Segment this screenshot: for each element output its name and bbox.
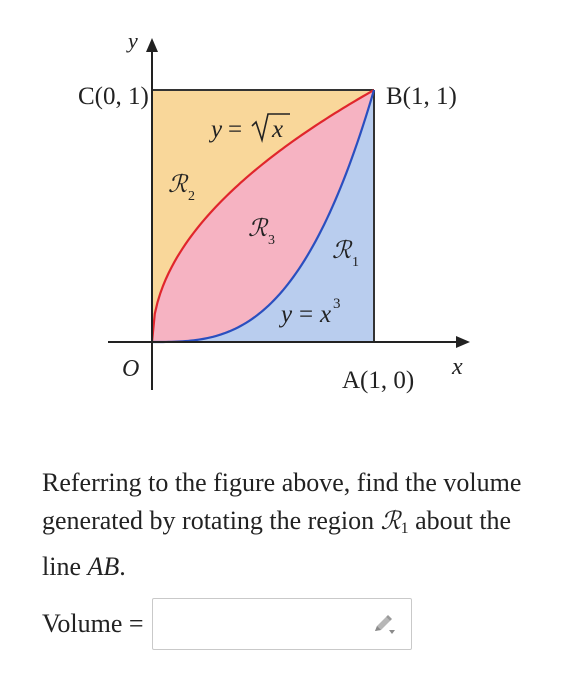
region-r2-sub: 2 bbox=[188, 189, 195, 204]
region-subscript: 1 bbox=[400, 520, 409, 537]
point-c-label: C(0, 1) bbox=[78, 83, 149, 110]
region-r1-sub: 1 bbox=[352, 255, 359, 270]
line-name: AB bbox=[87, 552, 120, 581]
x-axis-label: x bbox=[452, 354, 463, 380]
origin-label: O bbox=[122, 356, 140, 382]
y-axis-label: y bbox=[128, 28, 138, 53]
region-r1-symbol: ℛ bbox=[332, 238, 352, 264]
cube-label-exp: 3 bbox=[333, 296, 341, 312]
cube-label-eq: = bbox=[299, 301, 314, 328]
question-text bbox=[42, 464, 542, 586]
cube-label-x: x bbox=[320, 301, 332, 328]
question-part2: about the line bbox=[42, 506, 512, 581]
question-part3: . bbox=[119, 552, 126, 581]
region-r2-symbol: ℛ bbox=[168, 172, 188, 198]
region-symbol: ℛ bbox=[380, 506, 401, 535]
region-r3-symbol: ℛ bbox=[248, 216, 268, 242]
volume-input[interactable] bbox=[153, 599, 373, 649]
point-b-label: B(1, 1) bbox=[386, 83, 457, 110]
volume-label: Volume = bbox=[42, 609, 144, 638]
cube-label-y: y bbox=[281, 301, 293, 328]
pencil-icon[interactable] bbox=[371, 614, 397, 636]
region-r3-sub: 3 bbox=[268, 233, 275, 248]
x-axis-arrow bbox=[456, 336, 470, 348]
y-axis-arrow bbox=[146, 38, 158, 52]
sqrt-label-x: x bbox=[272, 116, 284, 143]
sqrt-label-y: y bbox=[211, 116, 223, 143]
answer-row bbox=[42, 596, 412, 652]
question-part1: Referring to the figure above, find the volume generated by rotating the region bbox=[42, 468, 522, 535]
point-a-label: A(1, 0) bbox=[342, 367, 415, 394]
volume-answer-box[interactable] bbox=[152, 598, 412, 650]
sqrt-label-eq: = bbox=[228, 116, 243, 143]
